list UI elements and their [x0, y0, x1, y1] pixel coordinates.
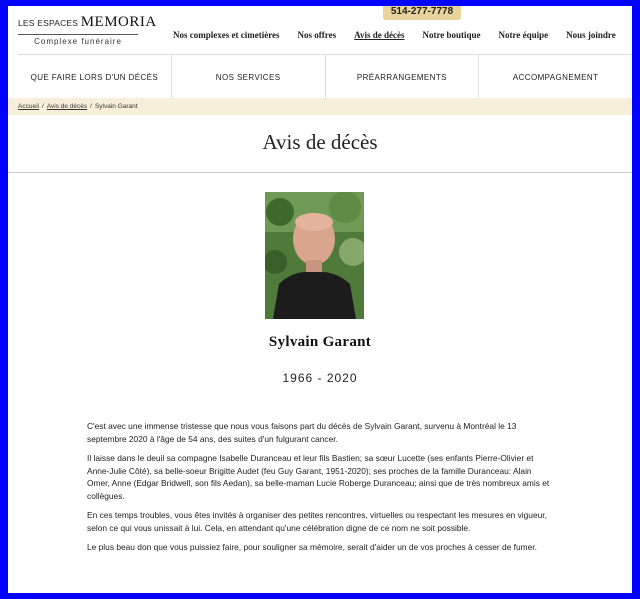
logo-brand: MEMORIA — [80, 14, 157, 30]
paragraph: Le plus beau don que vous puissiez faire, pour souligner sa mémoire, serait d'aider un de vos proches à cesser de fumer. — [87, 542, 537, 552]
paragraph: Il laisse dans le deuil sa compagne Isabelle Duranceau et leur fils Bastien; sa sœur Lucette (ses enfants Pierre-Olivier et Anne-Julie Côté), sa belle-soeur Brigitte Audet (feu Guy Garant, 1951-2020); ses proches de la famille Duranceau: Alain Omer, Anne (Edgar Bridwell, son fils Aedan), sa belle-maman Lucie Roberge Duranceau; ainsi que de très nombreux amis et collègues. — [87, 453, 550, 501]
top-nav-avis[interactable]: Avis de décès — [354, 30, 405, 40]
breadcrumb-section[interactable]: Avis de décès — [46, 103, 88, 110]
paragraph: C'est avec une immense tristesse que nous vous faisons part du décès de Sylvain Garant, survenu à Montréal le 13 septembre 2020 à l'âge de 54 ans, des suites d'un fulgurant cancer. — [87, 421, 517, 444]
main-nav-services[interactable]: NOS SERVICES — [171, 55, 325, 99]
logo-divider — [18, 34, 138, 35]
main-nav-accompagnement[interactable]: ACCOMPAGNEMENT — [478, 55, 632, 99]
paragraph: En ces temps troubles, vous êtes invités à organiser des petites rencontres, virtuelles ou respectant les mesures en vigueur, selon ce qui vous unissait à lui. Cela, en attendant qu'une célébration digne de ce nom ne soit possible. — [87, 510, 547, 533]
main-nav-prearrangements[interactable]: PRÉARRANGEMENTS — [325, 55, 479, 99]
main-nav — [18, 54, 632, 100]
breadcrumb: Accueil / Avis de décès / Sylvain Garant — [8, 98, 632, 115]
obituary-text — [87, 420, 553, 561]
page-title: Avis de décès — [262, 130, 378, 154]
logo-prefix: LES ESPACES — [18, 18, 79, 28]
deceased-name: Sylvain Garant — [268, 334, 372, 350]
main-nav-que-faire[interactable]: QUE FAIRE LORS D'UN DÉCÈS — [30, 72, 159, 82]
top-nav-joindre[interactable]: Nous joindre — [566, 30, 616, 40]
breadcrumb-home[interactable]: Accueil — [18, 103, 39, 110]
portrait-photo — [265, 192, 364, 319]
logo[interactable] — [18, 14, 157, 46]
top-nav-equipe[interactable]: Notre équipe — [498, 30, 549, 40]
top-nav-complexes[interactable]: Nos complexes et cimetières — [173, 30, 280, 40]
logo-tagline: Complexe funéraire — [34, 37, 122, 46]
top-nav-boutique[interactable]: Notre boutique — [422, 30, 481, 40]
page — [8, 6, 632, 593]
divider — [8, 172, 632, 173]
top-nav — [173, 30, 632, 40]
phone-number[interactable]: 514-277-7778 — [383, 6, 461, 20]
life-years: 1966 - 2020 — [282, 371, 358, 385]
breadcrumb-current: Sylvain Garant — [94, 103, 138, 110]
top-nav-offres[interactable]: Nos offres — [297, 30, 337, 40]
